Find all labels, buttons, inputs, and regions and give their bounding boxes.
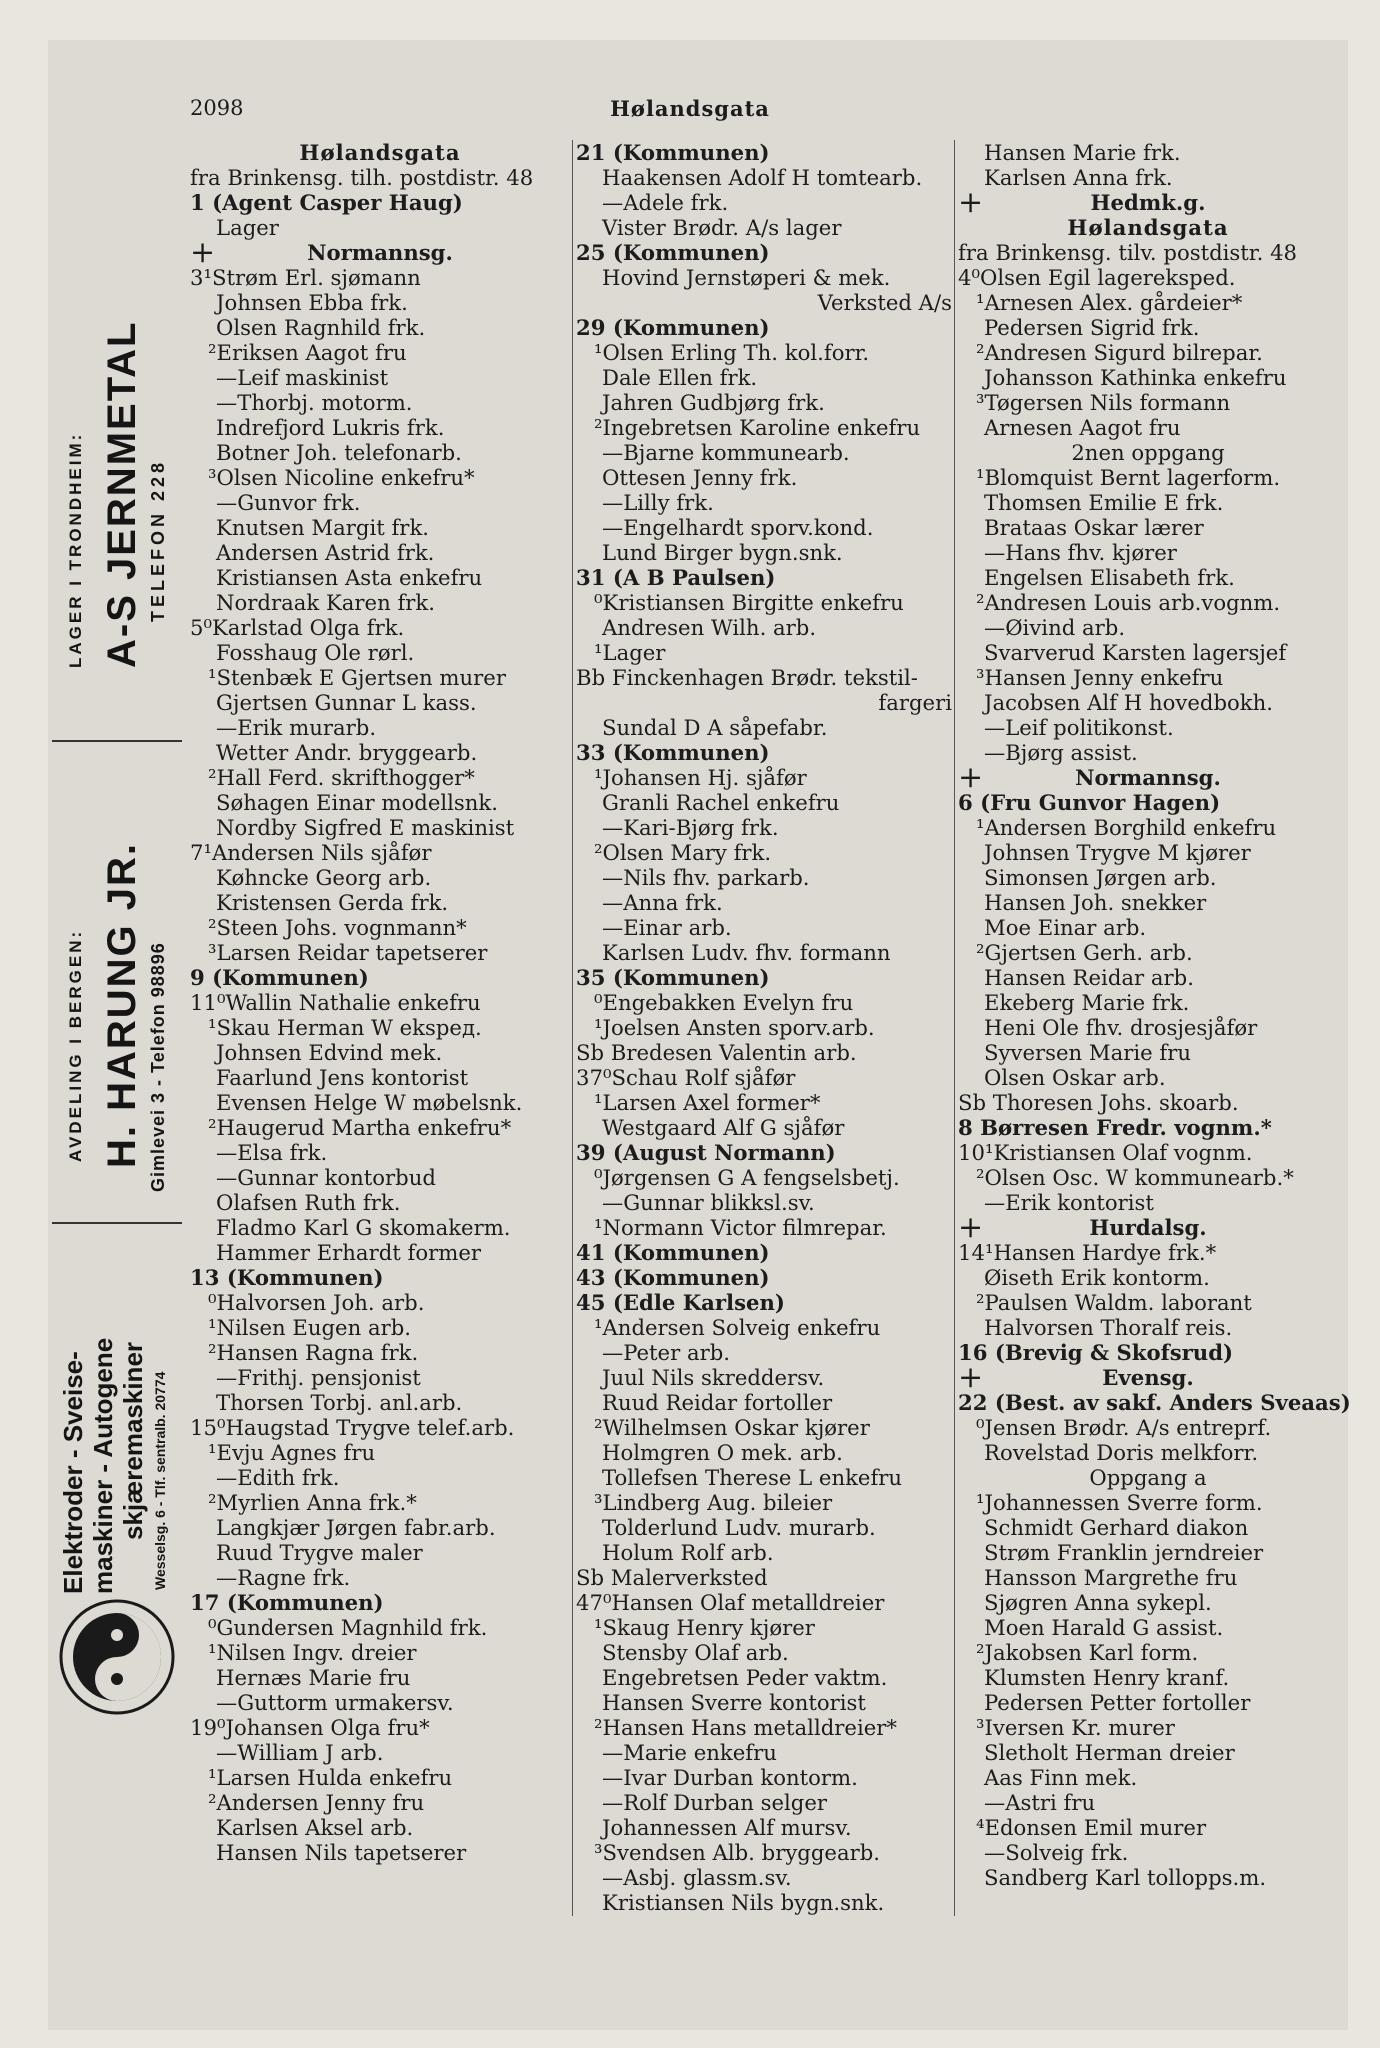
directory-entry: Kristensen Gerda frk. <box>216 890 449 915</box>
directory-entry: —Leif politikonst. <box>984 715 1174 740</box>
directory-entry: 21 (Kommunen) <box>576 140 770 165</box>
directory-entry: Hovind Jernstøperi & mek. <box>602 265 891 290</box>
directory-entry: —Elsa frk. <box>216 1140 328 1165</box>
directory-entry: ³Larsen Reidar tapetserer <box>208 940 488 965</box>
directory-entry: —Erik murarb. <box>216 715 377 740</box>
directory-entry: 10¹Kristiansen Olaf vognm. <box>958 1140 1253 1165</box>
directory-entry: —Leif maskinist <box>216 365 389 390</box>
directory-entry: —Engelhardt sporv.kond. <box>602 515 874 540</box>
directory-entry: 25 (Kommunen) <box>576 240 770 265</box>
directory-entry: —Gunvor frk. <box>216 490 361 515</box>
ad1-line3: TELEFON 228 <box>148 458 168 622</box>
directory-entry: Stensby Olaf arb. <box>602 1640 789 1665</box>
directory-entry: Holmgren O mek. arb. <box>602 1440 843 1465</box>
directory-entry: Nordraak Karen frk. <box>216 590 436 615</box>
directory-entry: Bb Finckenhagen Brødr. tekstil- <box>576 665 918 690</box>
directory-entry: Pedersen Sigrid frk. <box>984 315 1200 340</box>
directory-entry: Simonsen Jørgen arb. <box>984 865 1217 890</box>
page-number: 2098 <box>190 96 244 120</box>
directory-entry: ²Myrlien Anna frk.* <box>208 1490 417 1515</box>
directory-entry: ¹Joelsen Ansten sporv.arb. <box>594 1015 875 1040</box>
directory-entry: Botner Joh. telefonarb. <box>216 440 462 465</box>
directory-entry: ²Paulsen Waldm. laborant <box>976 1290 1252 1315</box>
directory-entry: Vister Brødr. A/s lager <box>602 215 842 240</box>
directory-entry: 2nen oppgang <box>1071 440 1225 465</box>
directory-entry: 31 (A B Paulsen) <box>576 565 776 590</box>
directory-entry: Tollefsen Therese L enkefru <box>602 1465 903 1490</box>
directory-entry: ²Wilhelmsen Oskar kjører <box>594 1415 870 1440</box>
directory-entry: Hedmk.g. + <box>958 185 1206 220</box>
directory-entry: 15⁰Haugstad Trygve telef.arb. <box>190 1415 515 1440</box>
cross-street-marker: + <box>958 1210 984 1245</box>
directory-entry: —Erik kontorist <box>984 1190 1154 1215</box>
directory-entry: —Ivar Durban kontorm. <box>602 1765 858 1790</box>
directory-entry: 39 (August Normann) <box>576 1140 836 1165</box>
directory-entry: Jacobsen Alf H hovedbokh. <box>984 690 1273 715</box>
directory-entry: ²Hansen Ragna frk. <box>208 1340 419 1365</box>
directory-entry: fargeri <box>878 690 952 715</box>
directory-entry: Sb Malerverksted <box>576 1565 768 1590</box>
directory-entry: —Peter arb. <box>602 1340 731 1365</box>
directory-entry: Aas Finn mek. <box>984 1765 1138 1790</box>
directory-entry: Indrefjord Lukris frk. <box>216 415 445 440</box>
directory-entry: Hansen Nils tapetserer <box>216 1840 467 1865</box>
directory-entry: —Gunnar blikksl.sv. <box>602 1190 815 1215</box>
directory-entry: ⁰Kristiansen Birgitte enkefru <box>594 590 904 615</box>
directory-entry: 43 (Kommunen) <box>576 1265 770 1290</box>
directory-entry: 22 (Best. av sakf. Anders Sveaas) <box>958 1390 1351 1415</box>
directory-entry: Kristiansen Nils bygn.snk. <box>602 1890 885 1915</box>
directory-entry: —Astri fru <box>984 1790 1096 1815</box>
directory-entry: ¹Olsen Erling Th. kol.forr. <box>594 340 870 365</box>
ad1-line1: LAGER I TRONDHEIM: <box>66 431 85 668</box>
directory-entry: ¹Larsen Axel former* <box>594 1090 821 1115</box>
directory-entry: Karlsen Aksel arb. <box>216 1815 414 1840</box>
directory-entry: ²Hansen Hans metalldreier* <box>594 1715 897 1740</box>
directory-entry: ¹Nilsen Eugen arb. <box>208 1315 412 1340</box>
directory-entry: ³Hansen Jenny enkefru <box>976 665 1224 690</box>
directory-entry: —Lilly frk. <box>602 490 714 515</box>
directory-entry: Brataas Oskar lærer <box>984 515 1204 540</box>
directory-entry: —Bjarne kommunearb. <box>602 440 850 465</box>
directory-entry: ⁰Gundersen Magnhild frk. <box>208 1615 488 1640</box>
directory-entry: Johnsen Trygve M kjører <box>984 840 1251 865</box>
directory-entry: Ruud Reidar fortoller <box>602 1390 833 1415</box>
directory-entry: ³Olsen Nicoline enkefru* <box>208 465 475 490</box>
directory-entry: Sundal D A såpefabr. <box>602 715 828 740</box>
directory-entry: 9 (Kommunen) <box>190 965 369 990</box>
directory-entry: ²Steen Johs. vognmann* <box>208 915 467 940</box>
directory-entry: Karlsen Anna frk. <box>984 165 1173 190</box>
directory-entry: —Adele frk. <box>602 190 729 215</box>
directory-entry: 3¹Strøm Erl. sjømann <box>190 265 421 290</box>
directory-entry: fra Brinkensg. tilh. postdistr. 48 <box>190 165 534 190</box>
directory-entry: Øiseth Erik kontorm. <box>984 1265 1210 1290</box>
directory-entry: Hansson Margrethe fru <box>984 1565 1238 1590</box>
directory-entry: Normannsg. + <box>958 760 1221 795</box>
directory-entry: —Ragne frk. <box>216 1565 351 1590</box>
directory-entry: Johannessen Alf mursv. <box>602 1815 852 1840</box>
directory-entry: Engebretsen Peder vaktm. <box>602 1665 888 1690</box>
directory-entry: Thorsen Torbj. anl.arb. <box>216 1390 463 1415</box>
directory-entry: Sb Thoresen Johs. skoarb. <box>958 1090 1239 1115</box>
directory-entry: Hernæs Marie fru <box>216 1665 411 1690</box>
directory-entry: Søhagen Einar modellsnk. <box>216 790 499 815</box>
directory-entry: —Hans fhv. kjører <box>984 540 1177 565</box>
directory-entry: Johnsen Edvind mek. <box>216 1040 443 1065</box>
directory-entry: Johansson Kathinka enkefru <box>984 365 1287 390</box>
directory-entry: Klumsten Henry kranf. <box>984 1665 1230 1690</box>
ad3-line2: maskiner - Autogene <box>88 1337 118 1594</box>
directory-entry: 33 (Kommunen) <box>576 740 770 765</box>
directory-entry: ⁰Jørgensen G A fengselsbetj. <box>594 1165 900 1190</box>
directory-entry: Nordby Sigfred E maskinist <box>216 815 515 840</box>
cross-street-marker: + <box>190 235 216 270</box>
directory-entry: ²Olsen Mary frk. <box>594 840 772 865</box>
directory-entry: ¹Lager <box>594 640 666 665</box>
cross-street-marker: + <box>958 1360 984 1395</box>
cross-street-marker: + <box>958 760 984 795</box>
directory-entry: Knutsen Margit frk. <box>216 515 430 540</box>
directory-entry: —Rolf Durban selger <box>602 1790 828 1815</box>
directory-entry: 4⁰Olsen Egil lagereksped. <box>958 265 1236 290</box>
directory-entry: Johnsen Ebba frk. <box>216 290 408 315</box>
directory-entry: —Edith frk. <box>216 1465 340 1490</box>
directory-entry: ¹Johannessen Sverre form. <box>976 1490 1263 1515</box>
directory-entry: 37⁰Schau Rolf sjåfør <box>576 1065 796 1090</box>
directory-entry: Hansen Reidar arb. <box>984 965 1194 990</box>
directory-entry: ¹Nilsen Ingv. dreier <box>208 1640 417 1665</box>
ad2-line1: AVDELING I BERGEN: <box>66 928 85 1162</box>
directory-entry: Moe Einar arb. <box>984 915 1147 940</box>
directory-entry: ²Andresen Louis arb.vognm. <box>976 590 1281 615</box>
directory-entry: Schmidt Gerhard diakon <box>984 1515 1249 1540</box>
directory-entry: Evensen Helge W møbelsnk. <box>216 1090 523 1115</box>
directory-entry: Dale Ellen frk. <box>602 365 758 390</box>
page-title: Hølandsgata <box>610 96 770 121</box>
directory-entry: Hansen Marie frk. <box>984 140 1181 165</box>
directory-entry: —Bjørg assist. <box>984 740 1138 765</box>
directory-entry: ¹Arnesen Alex. gårdeier* <box>976 290 1243 315</box>
directory-entry: —Anna frk. <box>602 890 723 915</box>
directory-entry: Evensg. + <box>958 1360 1194 1395</box>
ad-separator <box>52 1222 182 1224</box>
directory-column-2 <box>576 140 952 1915</box>
directory-entry: 1 (Agent Casper Haug) <box>190 190 463 215</box>
directory-entry: Arnesen Aagot fru <box>984 415 1181 440</box>
directory-entry: ¹Blomquist Bernt lagerform. <box>976 465 1281 490</box>
directory-entry: ¹Skaug Henry kjører <box>594 1615 815 1640</box>
directory-entry: Syversen Marie fru <box>984 1040 1192 1065</box>
directory-entry: —Solveig frk. <box>984 1840 1129 1865</box>
directory-entry: ²Andersen Jenny fru <box>208 1790 425 1815</box>
directory-entry: 11⁰Wallin Nathalie enkefru <box>190 990 481 1015</box>
directory-entry: Ruud Trygve maler <box>216 1540 423 1565</box>
directory-entry: 41 (Kommunen) <box>576 1240 770 1265</box>
directory-entry: —Frithj. pensjonist <box>216 1365 421 1390</box>
directory-entry: —Øivind arb. <box>984 615 1126 640</box>
directory-entry: 17 (Kommunen) <box>190 1590 384 1615</box>
directory-entry: Strøm Franklin jerndreier <box>984 1540 1264 1565</box>
directory-entry: ¹Andersen Borghild enkefru <box>976 815 1277 840</box>
directory-entry: ²Andresen Sigurd bilrepar. <box>976 340 1263 365</box>
directory-entry: ⁰Halvorsen Joh. arb. <box>208 1290 425 1315</box>
ad3-line3: skjæremaskiner <box>118 1341 148 1540</box>
directory-entry: —Kari-Bjørg frk. <box>602 815 779 840</box>
column-divider <box>572 140 573 1916</box>
directory-entry: Pedersen Petter fortoller <box>984 1690 1251 1715</box>
directory-entry: Olsen Oskar arb. <box>984 1065 1166 1090</box>
directory-entry: Olsen Ragnhild frk. <box>216 315 426 340</box>
directory-entry: ¹Evju Agnes fru <box>208 1440 376 1465</box>
directory-entry: Olafsen Ruth frk. <box>216 1190 401 1215</box>
directory-column-3 <box>958 140 1351 1890</box>
directory-entry: —Gunnar kontorbud <box>216 1165 436 1190</box>
directory-entry: ⁰Jensen Brødr. A/s entreprf. <box>976 1415 1272 1440</box>
directory-entry: 29 (Kommunen) <box>576 315 770 340</box>
directory-entry: Tolderlund Ludv. murarb. <box>602 1515 876 1540</box>
cross-street-marker: + <box>958 185 984 220</box>
directory-entry: ³Tøgersen Nils formann <box>976 390 1231 415</box>
directory-entry: ¹Larsen Hulda enkefru <box>208 1765 453 1790</box>
mesab-logo <box>58 1598 176 1716</box>
directory-entry: Rovelstad Doris melkforr. <box>984 1440 1259 1465</box>
directory-entry: Andresen Wilh. arb. <box>602 615 817 640</box>
directory-entry: ¹Johansen Hj. sjåfør <box>594 765 807 790</box>
directory-entry: Hølandsgata <box>299 140 461 165</box>
directory-entry: ⁴Edonsen Emil murer <box>976 1815 1207 1840</box>
directory-entry: Fladmo Karl G skomakerm. <box>216 1215 511 1240</box>
directory-entry: 8 Børresen Fredr. vognm.* <box>958 1115 1272 1140</box>
directory-entry: Verksted A/s <box>817 290 952 315</box>
directory-entry: Haakensen Adolf H tomtearb. <box>602 165 923 190</box>
directory-entry: ²Gjertsen Gerh. arb. <box>976 940 1193 965</box>
directory-entry: 5⁰Karlstad Olga frk. <box>190 615 405 640</box>
directory-entry: Normannsg. + <box>190 235 453 270</box>
directory-entry: Jahren Gudbjørg frk. <box>602 390 825 415</box>
directory-entry: Thomsen Emilie E frk. <box>984 490 1224 515</box>
directory-entry: 16 (Brevig & Skofsrud) <box>958 1340 1234 1365</box>
directory-entry: Sletholt Herman dreier <box>984 1740 1235 1765</box>
directory-entry: —William J arb. <box>216 1740 384 1765</box>
directory-entry: Halvorsen Thoralf reis. <box>984 1315 1233 1340</box>
directory-column-1 <box>190 140 570 1865</box>
directory-entry: 7¹Andersen Nils sjåfør <box>190 840 432 865</box>
directory-entry: ³Iversen Kr. murer <box>976 1715 1175 1740</box>
directory-entry: 35 (Kommunen) <box>576 965 770 990</box>
directory-entry: ²Olsen Osc. W kommunearb.* <box>976 1165 1294 1190</box>
directory-entry: Wetter Andr. bryggearb. <box>216 740 478 765</box>
directory-entry: Sandberg Karl tollopps.m. <box>984 1865 1267 1890</box>
directory-entry: Holum Rolf arb. <box>602 1540 774 1565</box>
directory-entry: 45 (Edle Karlsen) <box>576 1290 785 1315</box>
directory-entry: Engelsen Elisabeth frk. <box>984 565 1235 590</box>
directory-entry: 47⁰Hansen Olaf metalldreier <box>576 1590 885 1615</box>
directory-entry: Hansen Sverre kontorist <box>602 1690 866 1715</box>
directory-entry: Ottesen Jenny frk. <box>602 465 798 490</box>
directory-entry: ⁰Engebakken Evelyn fru <box>594 990 854 1015</box>
directory-entry: Hølandsgata <box>1067 215 1229 240</box>
directory-entry: ¹Normann Victor filmrepar. <box>594 1215 887 1240</box>
directory-entry: ²Ingebretsen Karoline enkefru <box>594 415 921 440</box>
directory-entry: fra Brinkensg. tilv. postdistr. 48 <box>958 240 1298 265</box>
directory-entry: Køhncke Georg arb. <box>216 865 432 890</box>
ad2-line3: Gimlevei 3 - Telefon 98896 <box>148 942 168 1192</box>
directory-entry: ²Hall Ferd. skrifthogger* <box>208 765 475 790</box>
directory-entry: —Thorbj. motorm. <box>216 390 413 415</box>
directory-entry: Westgaard Alf G sjåfør <box>602 1115 845 1140</box>
directory-entry: Faarlund Jens kontorist <box>216 1065 469 1090</box>
directory-entry: ²Eriksen Aagot fru <box>208 340 407 365</box>
directory-entry: Karlsen Ludv. fhv. formann <box>602 940 891 965</box>
column-divider <box>954 140 955 1916</box>
directory-entry: ¹Skau Herman W ekspeд. <box>208 1015 482 1040</box>
directory-entry: 13 (Kommunen) <box>190 1265 384 1290</box>
directory-entry: Moen Harald G assist. <box>984 1615 1224 1640</box>
ad3-line4: Wesselsg. 6 - Tlf. sentralb. 20774 <box>152 1371 168 1590</box>
directory-entry: Juul Nils skreddersv. <box>602 1365 825 1390</box>
directory-entry: Langkjær Jørgen fabr.arb. <box>216 1515 496 1540</box>
ad3-line1: Elektroder - Sveise- <box>58 1351 88 1594</box>
directory-entry: ¹Andersen Solveig enkefru <box>594 1315 881 1340</box>
directory-entry: Hurdalsg. + <box>958 1210 1207 1245</box>
directory-entry: ²Jakobsen Karl form. <box>976 1640 1199 1665</box>
directory-entry: Granli Rachel enkefru <box>602 790 840 815</box>
directory-entry: —Einar arb. <box>602 915 732 940</box>
directory-entry: 19⁰Johansen Olga fru* <box>190 1715 430 1740</box>
directory-entry: Ekeberg Marie frk. <box>984 990 1190 1015</box>
directory-entry: Hansen Joh. snekker <box>984 890 1207 915</box>
directory-entry: Andersen Astrid frk. <box>216 540 435 565</box>
directory-entry: —Asbj. glassm.sv. <box>602 1865 792 1890</box>
directory-entry: 14¹Hansen Hardye frk.* <box>958 1240 1217 1265</box>
directory-entry: Lund Birger bygn.snk. <box>602 540 843 565</box>
directory-entry: ³Lindberg Aug. bileier <box>594 1490 833 1515</box>
ad-separator <box>52 740 182 742</box>
directory-entry: Svarverud Karsten lagersjef <box>984 640 1287 665</box>
directory-entry: 6 (Fru Gunvor Hagen) <box>958 790 1221 815</box>
directory-entry: —Marie enkefru <box>602 1740 777 1765</box>
directory-entry: —Guttorm urmakersv. <box>216 1690 454 1715</box>
directory-entry: Kristiansen Asta enkefru <box>216 565 483 590</box>
directory-entry: —Nils fhv. parkarb. <box>602 865 810 890</box>
directory-entry: Gjertsen Gunnar L kass. <box>216 690 477 715</box>
directory-entry: Sjøgren Anna sykepl. <box>984 1590 1212 1615</box>
directory-entry: ¹Stenbæk E Gjertsen murer <box>208 665 506 690</box>
directory-entry: Oppgang a <box>1089 1465 1207 1490</box>
directory-entry: ²Haugerud Martha enkefru* <box>208 1115 512 1140</box>
ad1-line2: A-S JERNMETAL <box>100 320 144 668</box>
directory-entry: Sb Bredesen Valentin arb. <box>576 1040 857 1065</box>
directory-entry: Hammer Erhardt former <box>216 1240 481 1265</box>
directory-entry: Fosshaug Ole rørl. <box>216 640 415 665</box>
directory-entry: ³Svendsen Alb. bryggearb. <box>594 1840 881 1865</box>
ad2-line2: H. HARUNG JR. <box>100 841 144 1168</box>
directory-entry: Lager <box>216 215 279 240</box>
directory-entry: Heni Ole fhv. drosjesjåfør <box>984 1015 1258 1040</box>
